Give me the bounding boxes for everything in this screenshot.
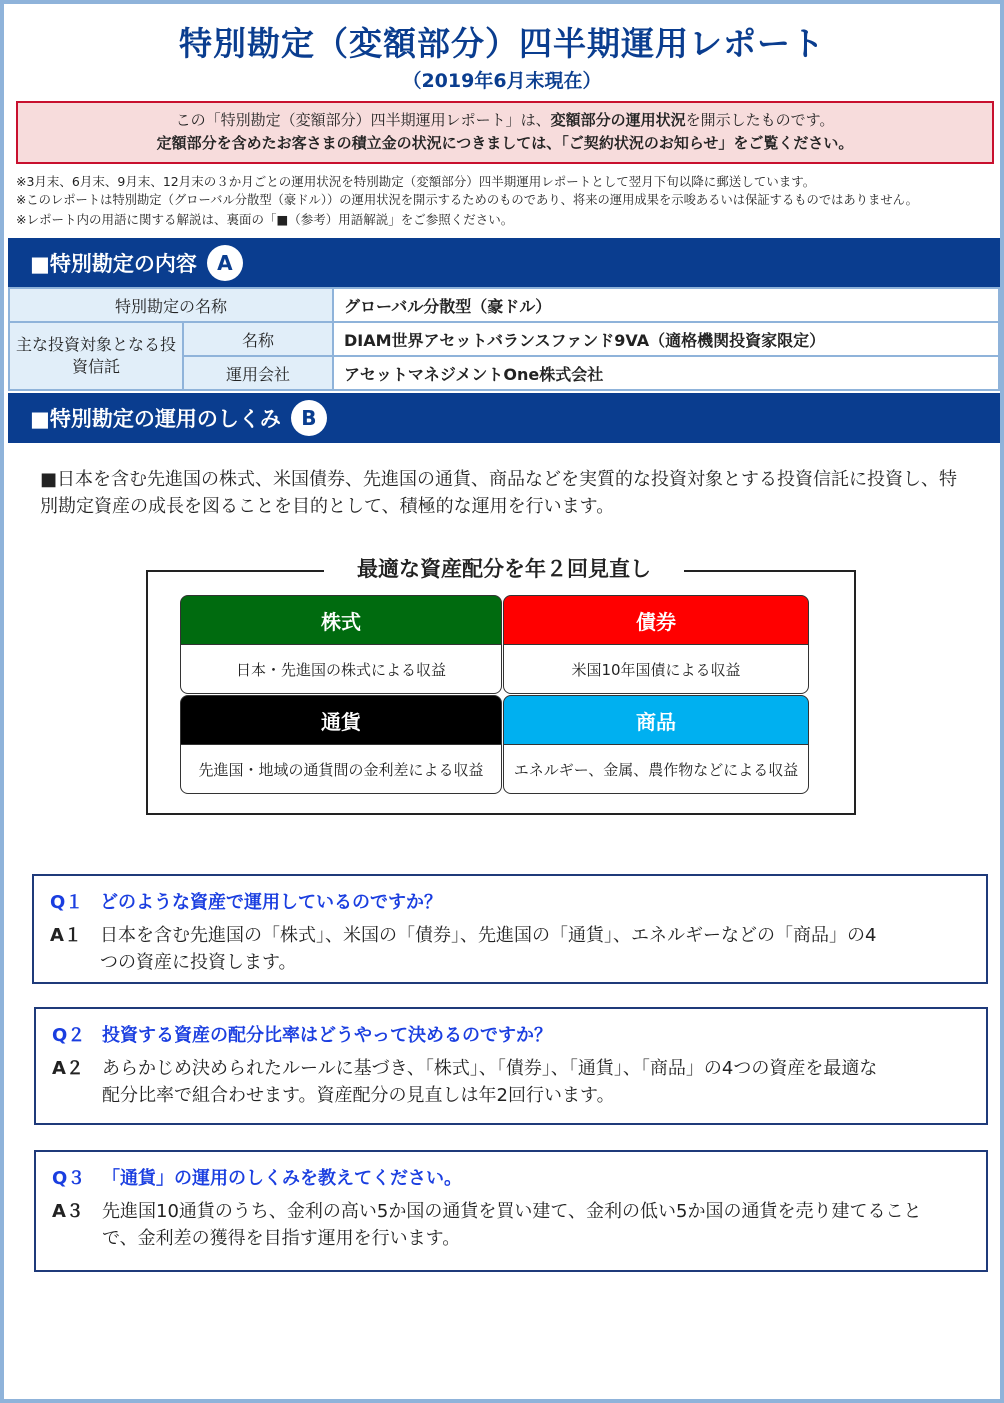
fund-info-table: [8, 287, 1000, 391]
asset-commodity-header: 商品: [503, 695, 809, 745]
section-b-title: ■特別勘定の運用のしくみ: [30, 407, 281, 431]
fund-group-label: 主な投資対象となる投資信託: [9, 322, 183, 390]
asset-frame-title: 最適な資産配分を年２回見直し: [324, 553, 684, 583]
section-a-title: ■特別勘定の内容: [30, 252, 197, 276]
asset-stock-header: 株式: [180, 595, 502, 645]
note-item: ※3月末、6月末、9月末、12月末の３か月ごとの運用状況を特別勘定（変額部分）四半期運用レポートとして翌月下旬以降に郵送しています。: [16, 174, 816, 189]
qa-box-1: [32, 874, 988, 984]
asset-bond-header: 債券: [503, 595, 809, 645]
section-b-header: [8, 393, 1000, 443]
notice-line-1: この「特別勘定（変額部分）四半期運用レポート」は、変額部分の運用状況を開示したものです。: [175, 111, 835, 129]
name-value: グローバル分散型（豪ドル）: [333, 288, 999, 322]
answer-1: A１ 日本を含む先進国の「株式」、米国の「債券」、先進国の「通貨」、エネルギーなどの「商品」の4つの資産に投資します。: [50, 925, 877, 973]
table-row: [9, 288, 999, 322]
table-row: [9, 322, 999, 356]
asset-currency-desc: 先進国・地域の通貨間の金利差による収益: [180, 744, 502, 794]
notes: [16, 172, 996, 229]
section-a-badge: A: [207, 245, 243, 281]
fund-name-label: 名称: [183, 322, 333, 356]
note-item: ※このレポートは特別勘定（グローバル分散型（豪ドル））の運用状況を開示するためのものであり、将来の運用成果を示唆あるいは保証するものではありません。: [16, 193, 918, 207]
qa-box-2: [34, 1007, 988, 1125]
note-item: ※レポート内の用語に関する解説は、裏面の「■（参考）用語解説」をご参照ください。: [16, 212, 514, 227]
asset-currency-header: 通貨: [180, 695, 502, 745]
page-subtitle: （2019年6月末現在）: [402, 70, 602, 92]
answer-2: A２ あらかじめ決められたルールに基づき、「株式」、「債券」、「通貨」、「商品」の4つの資産を最適な配分比率で組合わせます。資産配分の見直しは年2回行います。: [52, 1058, 878, 1106]
notice-box: [16, 101, 994, 164]
question-1: Q１ どのような資産で運用しているのですか？: [50, 892, 442, 913]
question-2: Q２ 投資する資産の配分比率はどうやって決めるのですか？: [52, 1025, 552, 1046]
question-3: Q３ 「通貨」の運用のしくみを教えてください。: [52, 1168, 462, 1189]
section-b-badge: B: [291, 400, 327, 436]
company-label: 運用会社: [183, 356, 333, 390]
name-label: 特別勘定の名称: [9, 288, 333, 322]
asset-bond-desc: 米国10年国債による収益: [503, 644, 809, 694]
scheme-description: ■日本を含む先進国の株式、米国債券、先進国の通貨、商品などを実質的な投資対象とする投資信託に投資し、特別勘定資産の成長を図ることを目的として、積極的な運用を行います。: [40, 469, 958, 517]
page-title: 特別勘定（変額部分）四半期運用レポート: [179, 24, 825, 63]
asset-stock-desc: 日本・先進国の株式による収益: [180, 644, 502, 694]
qa-box-3: [34, 1150, 988, 1272]
answer-3: A３ 先進国10通貨のうち、金利の高い5か国の通貨を買い建て、金利の低い5か国の通貨を売り建てることで、金利差の獲得を目指す運用を行います。: [52, 1201, 922, 1249]
company-value: アセットマネジメントOne株式会社: [333, 356, 999, 390]
asset-commodity-desc: エネルギー、金属、農作物などによる収益: [503, 744, 809, 794]
section-a-header: [8, 238, 1000, 288]
notice-line-2: 定額部分を含めたお客さまの積立金の状況につきましては、「ご契約状況のお知らせ」をご覧ください。: [156, 134, 854, 152]
fund-name-value: DIAM世界アセットバランスファンド9VA（適格機関投資家限定）: [333, 322, 999, 356]
